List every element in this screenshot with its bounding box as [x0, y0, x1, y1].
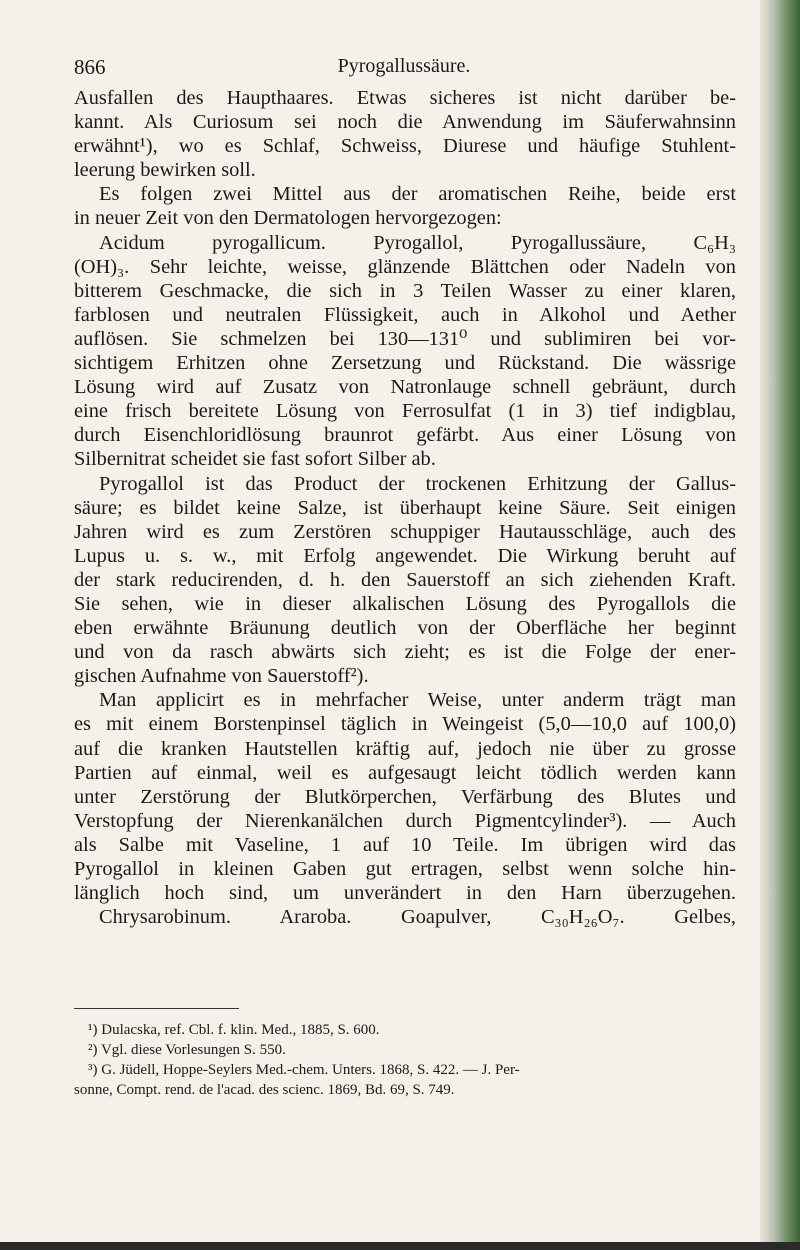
- text-line: erwähnt¹), wo es Schlaf, Schweiss, Diurese und häufige Stuhlent-: [74, 135, 736, 158]
- footnote: ³) G. Jüdell, Hoppe-Seylers Med.-chem. Unters. 1868, S. 422. — J. Per-: [88, 1062, 520, 1078]
- text-line: Silbernitrat scheidet sie fast sofort Silber ab.: [74, 448, 436, 471]
- text-line: Chrysarobinum. Araroba. Goapulver, C₃₀H₂₆O₇. Gelbes,: [99, 906, 736, 929]
- footnote-divider: [74, 1008, 239, 1009]
- text-line: leerung bewirken soll.: [74, 159, 256, 182]
- footnote: ¹) Dulacska, ref. Cbl. f. klin. Med., 1885, S. 600.: [88, 1022, 380, 1038]
- text-line: sichtigem Erhitzen ohne Zersetzung und Rückstand. Die wässrige: [74, 352, 736, 375]
- text-line: durch Eisenchloridlösung braunrot gefärbt. Aus einer Lösung von: [74, 424, 736, 447]
- footnotes: [74, 1020, 736, 1100]
- text-line: Man applicirt es in mehrfacher Weise, unter anderm trägt man: [99, 689, 736, 712]
- text-line: (OH)₃. Sehr leichte, weisse, glänzende Blättchen oder Nadeln von: [74, 255, 736, 278]
- text-line: Lupus u. s. w., mit Erfolg angewendet. Die Wirkung beruht auf: [74, 544, 736, 567]
- body-text: [74, 86, 736, 929]
- text-line: unter Zerstörung der Blutkörperchen, Verfärbung des Blutes und: [74, 785, 736, 808]
- scan-bottom-edge: [0, 1242, 800, 1250]
- text-line: Verstopfung der Nierenkanälchen durch Pigmentcylinder³). — Auch: [74, 809, 736, 832]
- text-line: länglich hoch sind, um unverändert in den Harn überzugehen.: [74, 882, 736, 905]
- text-line: es mit einem Borstenpinsel täglich in Weingeist (5,0—10,0 auf 100,0): [74, 713, 736, 736]
- text-line: und von da rasch abwärts sich zieht; es ist die Folge der ener-: [74, 641, 736, 664]
- text-line: Partien auf einmal, weil es aufgesaugt leicht tödlich werden kann: [74, 761, 736, 784]
- page-header: [74, 55, 734, 85]
- footnote-continuation: sonne, Compt. rend. de l'acad. des scienc. 1869, Bd. 69, S. 749.: [74, 1082, 455, 1098]
- running-title: Pyrogallussäure.: [337, 55, 471, 77]
- text-line: kannt. Als Curiosum sei noch die Anwendung im Säuferwahnsinn: [74, 111, 736, 134]
- text-line: als Salbe mit Vaseline, 1 auf 10 Teile. Im übrigen wird das: [74, 833, 736, 856]
- text-line: der stark reducirenden, d. h. den Sauerstoff an sich ziehenden Kraft.: [74, 568, 736, 591]
- text-line: eine frisch bereitete Lösung von Ferrosulfat (1 in 3) tief indigblau,: [74, 400, 736, 423]
- text-line: säure; es bildet keine Salze, ist überhaupt keine Säure. Seit einigen: [74, 496, 736, 519]
- book-edge: [760, 0, 800, 1250]
- text-line: auflösen. Sie schmelzen bei 130—131⁰ und sublimiren bei vor-: [74, 327, 736, 350]
- text-line: in neuer Zeit von den Dermatologen hervorgezogen:: [74, 207, 502, 230]
- text-line: Pyrogallol in kleinen Gaben gut ertragen, selbst wenn solche hin-: [74, 858, 736, 880]
- text-line: eben erwähnte Bräunung deutlich von der Oberfläche her beginnt: [74, 617, 736, 640]
- text-line: Ausfallen des Haupthaares. Etwas sicheres ist nicht darüber be-: [74, 87, 736, 109]
- text-line: farblosen und neutralen Flüssigkeit, auch in Alkohol und Aether: [74, 303, 736, 326]
- text-line: Sie sehen, wie in dieser alkalischen Lösung des Pyrogallols die: [74, 592, 736, 615]
- text-line: Es folgen zwei Mittel aus der aromatischen Reihe, beide erst: [99, 183, 736, 206]
- text-line: bitterem Geschmacke, die sich in 3 Teilen Wasser zu einer klaren,: [74, 279, 736, 302]
- footnote: ²) Vgl. diese Vorlesungen S. 550.: [88, 1042, 286, 1058]
- text-line: Lösung wird auf Zusatz von Natronlauge schnell gebräunt, durch: [74, 376, 736, 399]
- text-line: Pyrogallol ist das Product der trockenen Erhitzung der Gallus-: [99, 472, 736, 495]
- page-number: 866: [74, 55, 106, 79]
- text-line: gischen Aufnahme von Sauerstoff²).: [74, 665, 369, 688]
- text-line: Jahren wird es zum Zerstören schuppiger Hautausschläge, auch des: [74, 520, 736, 543]
- text-line: auf die kranken Hautstellen kräftig auf, jedoch nie über zu grosse: [74, 737, 736, 760]
- text-line: Acidum pyrogallicum. Pyrogallol, Pyrogallussäure, C₆H₃: [99, 231, 736, 254]
